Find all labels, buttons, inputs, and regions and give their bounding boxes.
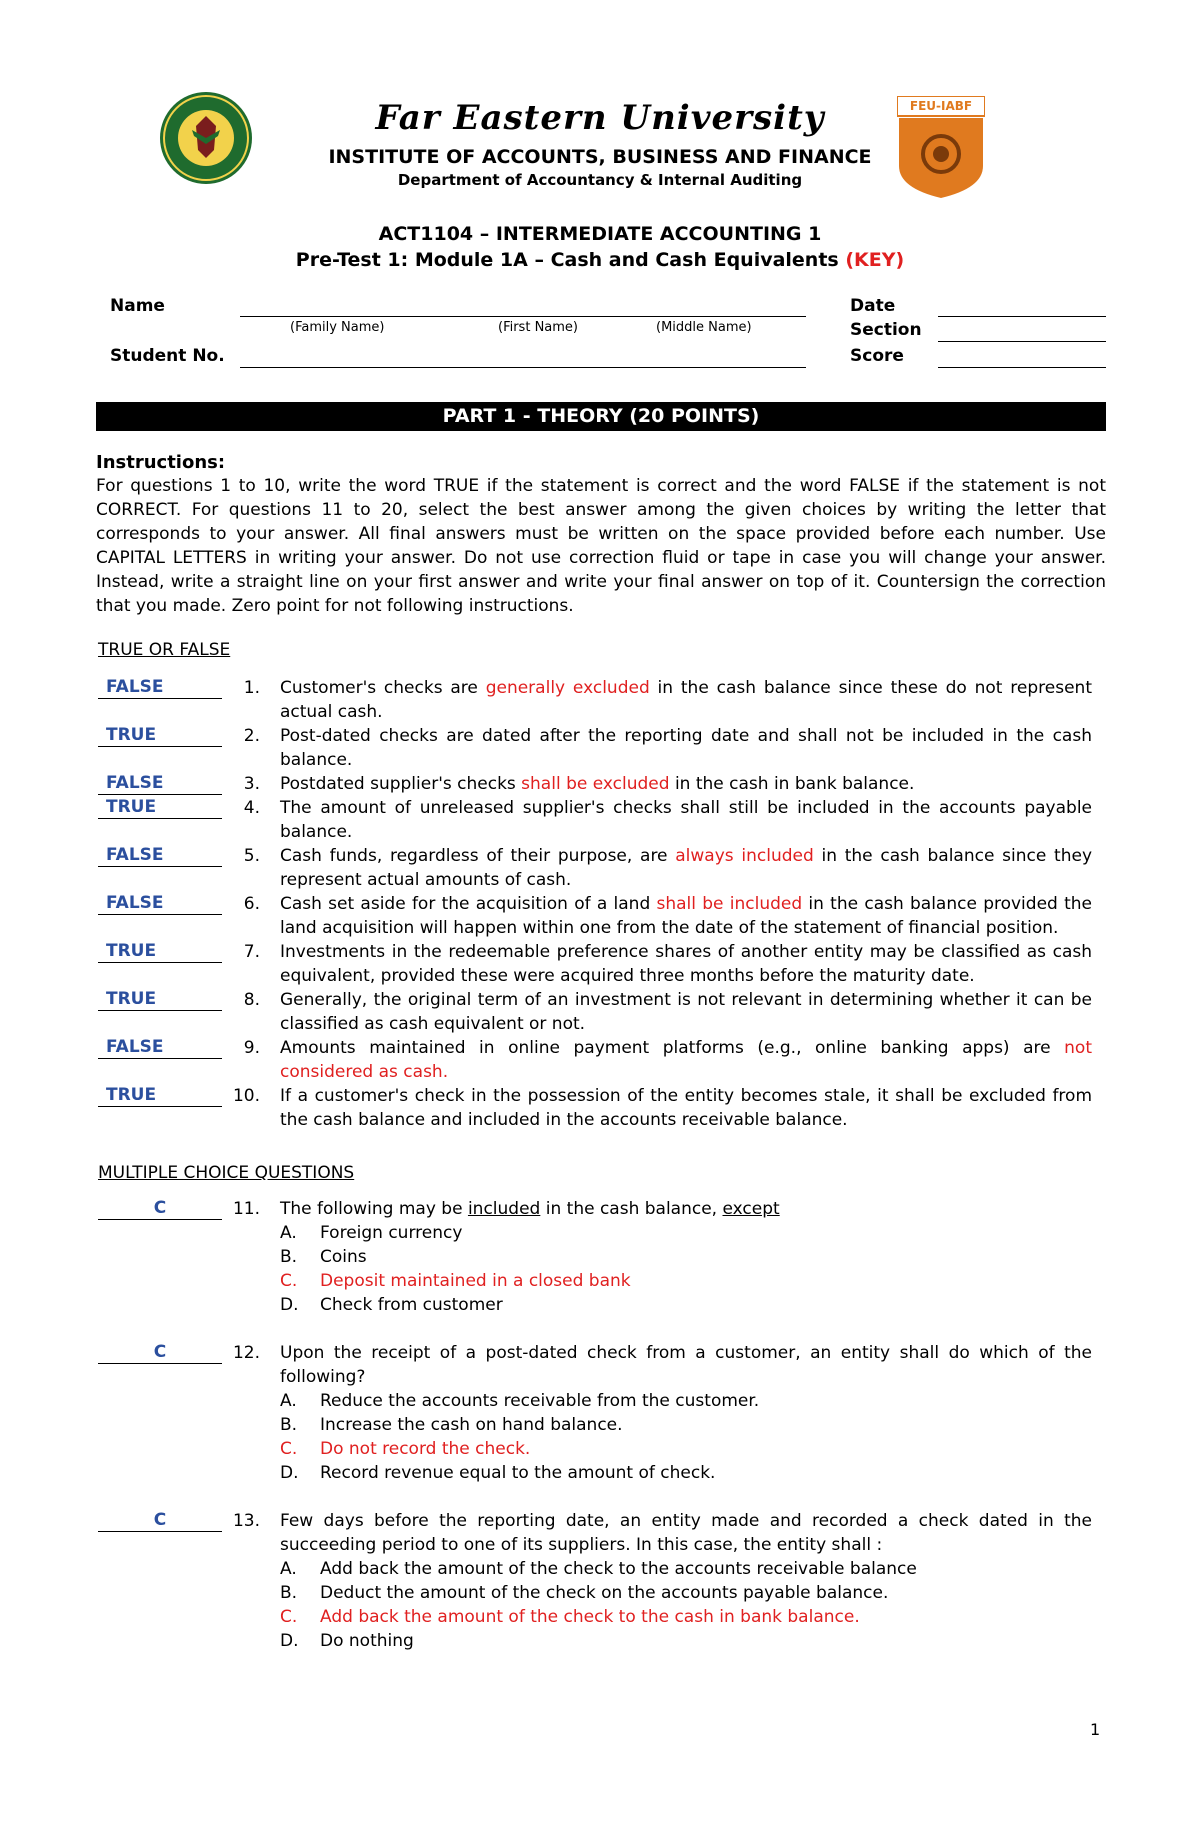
choice-11-b	[280, 1245, 367, 1269]
statement-text: Cash set aside for the acquisition of a land	[280, 894, 657, 914]
statement-highlight: shall be excluded	[521, 774, 670, 794]
choice-13-c-correct	[280, 1605, 860, 1629]
statement-1	[280, 676, 1092, 724]
statement-10	[280, 1084, 1092, 1132]
answer-blank-12[interactable]: C	[98, 1341, 222, 1364]
feu-iabf-logo-text: FEU-IABF	[909, 99, 973, 113]
choice-text: Do nothing	[320, 1631, 414, 1651]
statement-text: in the cash balance since these do not represent actual cash.	[280, 678, 1092, 722]
choice-12-a	[280, 1389, 759, 1413]
choice-letter: D.	[280, 1631, 299, 1651]
course-title: ACT1104 – INTERMEDIATE ACCOUNTING 1	[378, 223, 822, 245]
choice-13-b	[280, 1581, 888, 1605]
question-number-9: 9.	[243, 1038, 260, 1058]
question-number-2: 2.	[243, 726, 260, 746]
true-false-heading: TRUE OR FALSE	[98, 640, 231, 660]
statement-7	[280, 940, 1092, 988]
statement-highlight: always included	[675, 846, 814, 866]
answer-blank-9[interactable]: FALSE	[98, 1036, 222, 1059]
part1-title-bar: PART 1 - THEORY (20 POINTS)	[96, 402, 1106, 431]
choice-letter: B.	[280, 1415, 298, 1435]
question-number-1: 1.	[243, 678, 260, 698]
choice-11-a	[280, 1221, 462, 1245]
middle-name-caption: (Middle Name)	[656, 320, 752, 335]
first-name-caption: (First Name)	[498, 320, 578, 335]
name-line[interactable]	[240, 316, 806, 317]
statement-text: The amount of unreleased supplier's checks shall still be included in the accounts payable balance.	[280, 798, 1092, 842]
answer-blank-11[interactable]: C	[98, 1197, 222, 1220]
statement-2	[280, 724, 1092, 772]
choice-text: Coins	[320, 1247, 367, 1267]
section-label: Section	[850, 320, 922, 340]
choice-text: Check from customer	[320, 1295, 503, 1315]
statement-highlight: generally excluded	[485, 678, 650, 698]
choice-letter: C.	[280, 1607, 298, 1627]
statement-text: in the cash balance provided the land acquisition will happen within one from the date of the statement of financial position.	[280, 894, 1092, 938]
statement-highlight: shall be included	[656, 894, 803, 914]
statement-5	[280, 844, 1092, 892]
question-11-included: included	[467, 1199, 541, 1219]
choice-12-d	[280, 1461, 715, 1485]
answer-blank-1[interactable]: FALSE	[98, 676, 222, 699]
section-line[interactable]	[938, 341, 1106, 342]
choice-letter: B.	[280, 1583, 298, 1603]
question-11-mid: in the cash balance,	[540, 1199, 723, 1219]
student-no-label: Student No.	[110, 346, 225, 366]
choice-text: Increase the cash on hand balance.	[320, 1415, 623, 1435]
question-13: Few days before the reporting date, an entity made and recorded a check dated in the succeeding period to one of its suppliers. In this case, the entity shall :	[280, 1511, 1092, 1555]
choice-letter: A.	[280, 1223, 297, 1243]
choice-letter: A.	[280, 1559, 297, 1579]
student-no-line[interactable]	[240, 367, 806, 368]
question-number-13: 13.	[232, 1511, 260, 1531]
choice-letter: D.	[280, 1463, 299, 1483]
statement-text: Customer's checks are	[280, 678, 486, 698]
pretest-title	[0, 249, 1200, 271]
statement-text: in the cash balance since they represent actual amounts of cash.	[280, 846, 1093, 890]
question-number-8: 8.	[243, 990, 260, 1010]
multiple-choice-heading: MULTIPLE CHOICE QUESTIONS	[98, 1163, 355, 1183]
choice-text: Add back the amount of the check to the cash in bank balance.	[320, 1607, 860, 1627]
statement-highlight: not considered as cash.	[280, 1038, 1092, 1082]
choice-11-c-correct	[280, 1269, 631, 1293]
choice-text: Add back the amount of the check to the accounts receivable balance	[320, 1559, 917, 1579]
answer-blank-6[interactable]: FALSE	[98, 892, 222, 915]
choice-letter: D.	[280, 1295, 299, 1315]
choice-letter: C.	[280, 1439, 298, 1459]
choice-text: Deposit maintained in a closed bank	[320, 1271, 631, 1291]
choice-13-a	[280, 1557, 917, 1581]
question-number-4: 4.	[243, 798, 260, 818]
score-label: Score	[850, 346, 904, 366]
choice-text: Record revenue equal to the amount of check.	[320, 1463, 716, 1483]
choice-letter: B.	[280, 1247, 298, 1267]
question-11	[280, 1197, 1092, 1221]
statement-text: Investments in the redeemable preference shares of another entity may be classified as cash equivalent, provided these were acquired three months before the maturity date.	[280, 942, 1092, 986]
answer-blank-8[interactable]: TRUE	[98, 988, 222, 1011]
answer-blank-5[interactable]: FALSE	[98, 844, 222, 867]
instructions-heading: Instructions:	[96, 452, 226, 473]
question-number-5: 5.	[243, 846, 260, 866]
statement-text: Postdated supplier's checks	[280, 774, 522, 794]
question-number-11: 11.	[232, 1199, 260, 1219]
answer-blank-4[interactable]: TRUE	[98, 796, 222, 819]
choice-12-b	[280, 1413, 623, 1437]
choice-text: Deduct the amount of the check on the accounts payable balance.	[320, 1583, 889, 1603]
choice-text: Reduce the accounts receivable from the customer.	[320, 1391, 760, 1411]
question-number-10: 10.	[232, 1086, 260, 1106]
question-number-7: 7.	[243, 942, 260, 962]
statement-4	[280, 796, 1092, 844]
question-number-6: 6.	[243, 894, 260, 914]
instructions-text: For questions 1 to 10, write the word TRUE if the statement is correct and the word FALSE if the statement is not CORRECT. For questions 11 to 20, select the best answer among the given choices by writing the letter that corresponds to your answer. All final answers must be written on the space provided before each number. Use CAPITAL LETTERS in writing your answer. Do not use correction fluid or tape in case you will change your answer. Instead, write a straight line on your first answer and write your final answer on top of it. Countersign the correction that you made. Zero point for not following instructions.	[96, 476, 1106, 616]
date-label: Date	[850, 296, 896, 316]
statement-9	[280, 1036, 1092, 1084]
department-name: Department of Accountancy & Internal Auditing	[397, 171, 803, 189]
question-11-except: except	[722, 1199, 780, 1219]
statement-text: Generally, the original term of an investment is not relevant in determining whether it can be classified as cash equivalent or not.	[280, 990, 1092, 1034]
choice-letter: C.	[280, 1271, 298, 1291]
statement-text: Post-dated checks are dated after the reporting date and shall not be included in the cash balance.	[280, 726, 1092, 770]
statement-text: Amounts maintained in online payment platforms (e.g., online banking apps) are	[280, 1038, 1065, 1058]
page-number: 1	[1090, 1720, 1101, 1739]
question-number-12: 12.	[232, 1343, 260, 1363]
statement-3	[280, 772, 1092, 796]
choice-text: Foreign currency	[320, 1223, 463, 1243]
name-label: Name	[110, 296, 165, 316]
choice-11-d	[280, 1293, 503, 1317]
answer-blank-13[interactable]: C	[98, 1509, 222, 1532]
answer-blank-2[interactable]: TRUE	[98, 724, 222, 747]
answer-blank-10[interactable]: TRUE	[98, 1084, 222, 1107]
question-11-pre: The following may be	[280, 1199, 468, 1219]
statement-text: If a customer's check in the possession of the entity becomes stale, it shall be excluded from the cash balance and included in the accounts receivable balance.	[280, 1086, 1092, 1130]
statement-6	[280, 892, 1092, 940]
statement-text: Cash funds, regardless of their purpose, are	[280, 846, 676, 866]
choice-letter: A.	[280, 1391, 297, 1411]
pretest-title-text: Pre-Test 1: Module 1A – Cash and Cash Equivalents	[295, 249, 839, 271]
choice-text: Do not record the check.	[320, 1439, 531, 1459]
statement-8	[280, 988, 1092, 1036]
institute-name: INSTITUTE OF ACCOUNTS, BUSINESS AND FINANCE	[328, 146, 872, 168]
question-number-3: 3.	[243, 774, 260, 794]
choice-12-c-correct	[280, 1437, 530, 1461]
date-line[interactable]	[938, 316, 1106, 317]
key-label: (KEY)	[845, 249, 905, 271]
answer-blank-3[interactable]: FALSE	[98, 772, 222, 795]
score-line[interactable]	[938, 367, 1106, 368]
statement-text: in the cash in bank balance.	[669, 774, 915, 794]
question-12: Upon the receipt of a post-dated check from a customer, an entity shall do which of the following?	[280, 1343, 1092, 1387]
answer-blank-7[interactable]: TRUE	[98, 940, 222, 963]
family-name-caption: (Family Name)	[290, 320, 385, 335]
choice-13-d	[280, 1629, 414, 1653]
university-name: Far Eastern University	[375, 98, 825, 138]
